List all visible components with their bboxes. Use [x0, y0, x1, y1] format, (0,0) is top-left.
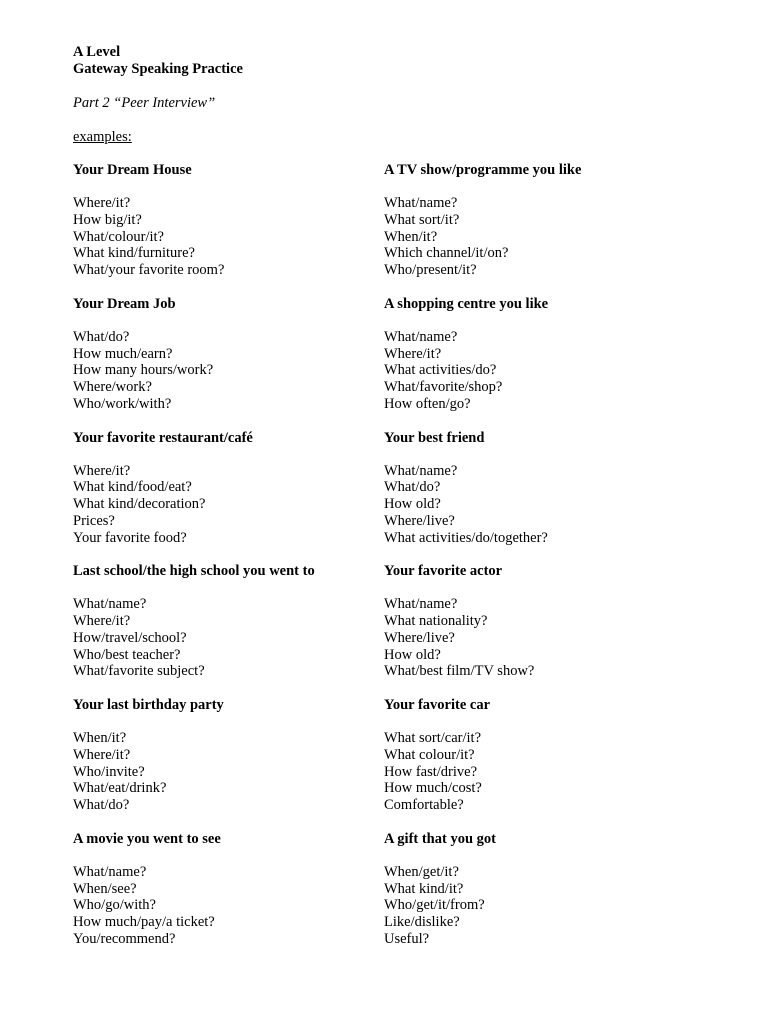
- question: What activities/do?: [384, 362, 497, 379]
- section-title: Your favorite restaurant/café: [73, 429, 253, 446]
- question: What/do?: [384, 479, 441, 496]
- question: How/travel/school?: [73, 629, 187, 646]
- question: Who/invite?: [73, 763, 145, 780]
- section-last-school: [73, 563, 384, 680]
- question: How fast/drive?: [384, 763, 478, 780]
- question: Who/present/it?: [384, 262, 477, 278]
- section-favorite-car: [384, 697, 695, 814]
- part-subtitle: Part 2 “Peer Interview”: [73, 95, 216, 111]
- question: Useful?: [384, 930, 430, 947]
- question: What/eat/drink?: [73, 780, 167, 797]
- question: Where/live?: [384, 512, 455, 529]
- question: What/name?: [73, 596, 147, 613]
- section-title: A movie you went to see: [73, 830, 221, 847]
- question: Your favorite food?: [73, 529, 187, 546]
- question: Where/it?: [73, 195, 131, 211]
- section-title: Last school/the high school you went to: [73, 563, 315, 580]
- question: What kind/decoration?: [73, 496, 206, 512]
- section-title: Your favorite actor: [384, 563, 503, 580]
- question: What nationality?: [384, 613, 488, 629]
- question: What kind/it?: [384, 880, 464, 897]
- question: What/name?: [384, 328, 458, 345]
- question: Where/it?: [73, 746, 131, 763]
- question: Where/it?: [384, 345, 442, 362]
- question: What kind/furniture?: [73, 245, 195, 262]
- section-last-birthday-party: [73, 697, 384, 814]
- question: Who/best teacher?: [73, 646, 181, 663]
- question: When/it?: [384, 228, 438, 245]
- question: When/get/it?: [384, 863, 459, 880]
- question: What/do?: [73, 797, 130, 813]
- question: Comfortable?: [384, 797, 464, 813]
- question: Where/it?: [73, 613, 131, 629]
- question: How big/it?: [73, 211, 142, 228]
- section-tv-show: [384, 162, 695, 279]
- section-title: A shopping centre you like: [384, 295, 549, 312]
- section-title: A gift that you got: [384, 830, 496, 847]
- section-title: Your Dream House: [73, 162, 192, 178]
- question: What/favorite/shop?: [384, 379, 503, 395]
- section-title: Your last birthday party: [73, 697, 224, 713]
- section-movie: [73, 831, 384, 948]
- section-favorite-actor: [384, 563, 695, 680]
- section-your-dream-house: [73, 162, 384, 279]
- question: When/it?: [73, 730, 127, 746]
- sections-grid: [73, 162, 713, 948]
- question: How old?: [384, 646, 441, 663]
- question: Who/get/it/from?: [384, 897, 485, 914]
- question: Who/work/with?: [73, 395, 172, 412]
- question: Where/work?: [73, 379, 152, 395]
- level-heading: A Level: [73, 44, 121, 60]
- section-title: Your favorite car: [384, 697, 491, 713]
- question: What/your favorite room?: [73, 262, 225, 278]
- question: Where/it?: [73, 462, 131, 479]
- question: What/colour/it?: [73, 228, 164, 245]
- question: What/best film/TV show?: [384, 663, 535, 680]
- question: You/recommend?: [73, 930, 176, 947]
- section-title: Your Dream Job: [73, 295, 176, 312]
- question: Which channel/it/on?: [384, 245, 509, 262]
- question: What/name?: [384, 596, 458, 613]
- question: When/see?: [73, 880, 137, 897]
- section-shopping-centre: [384, 296, 695, 413]
- question: What sort/it?: [384, 211, 460, 228]
- question: What/do?: [73, 328, 130, 345]
- section-title: A TV show/programme you like: [384, 162, 582, 178]
- question: What/favorite subject?: [73, 663, 205, 680]
- question: How much/cost?: [384, 780, 482, 797]
- section-your-dream-job: [73, 296, 384, 413]
- section-title: Your best friend: [384, 429, 485, 446]
- section-favorite-restaurant: [73, 430, 384, 547]
- document-title: Gateway Speaking Practice: [73, 61, 243, 77]
- question: How old?: [384, 496, 441, 512]
- examples-label: examples:: [73, 129, 132, 145]
- section-gift: [384, 831, 695, 948]
- question: What activities/do/together?: [384, 529, 548, 546]
- section-best-friend: [384, 430, 695, 547]
- question: Like/dislike?: [384, 914, 460, 930]
- question: Who/go/with?: [73, 897, 156, 914]
- question: What sort/car/it?: [384, 730, 482, 746]
- question: How much/earn?: [73, 345, 173, 362]
- question: What/name?: [384, 195, 458, 211]
- question: What kind/food/eat?: [73, 479, 192, 496]
- question: What colour/it?: [384, 746, 475, 763]
- question: How much/pay/a ticket?: [73, 914, 215, 930]
- question: Where/live?: [384, 629, 455, 646]
- question: How many hours/work?: [73, 362, 214, 379]
- question: Prices?: [73, 512, 115, 529]
- question: What/name?: [73, 863, 147, 880]
- question: What/name?: [384, 462, 458, 479]
- question: How often/go?: [384, 395, 471, 412]
